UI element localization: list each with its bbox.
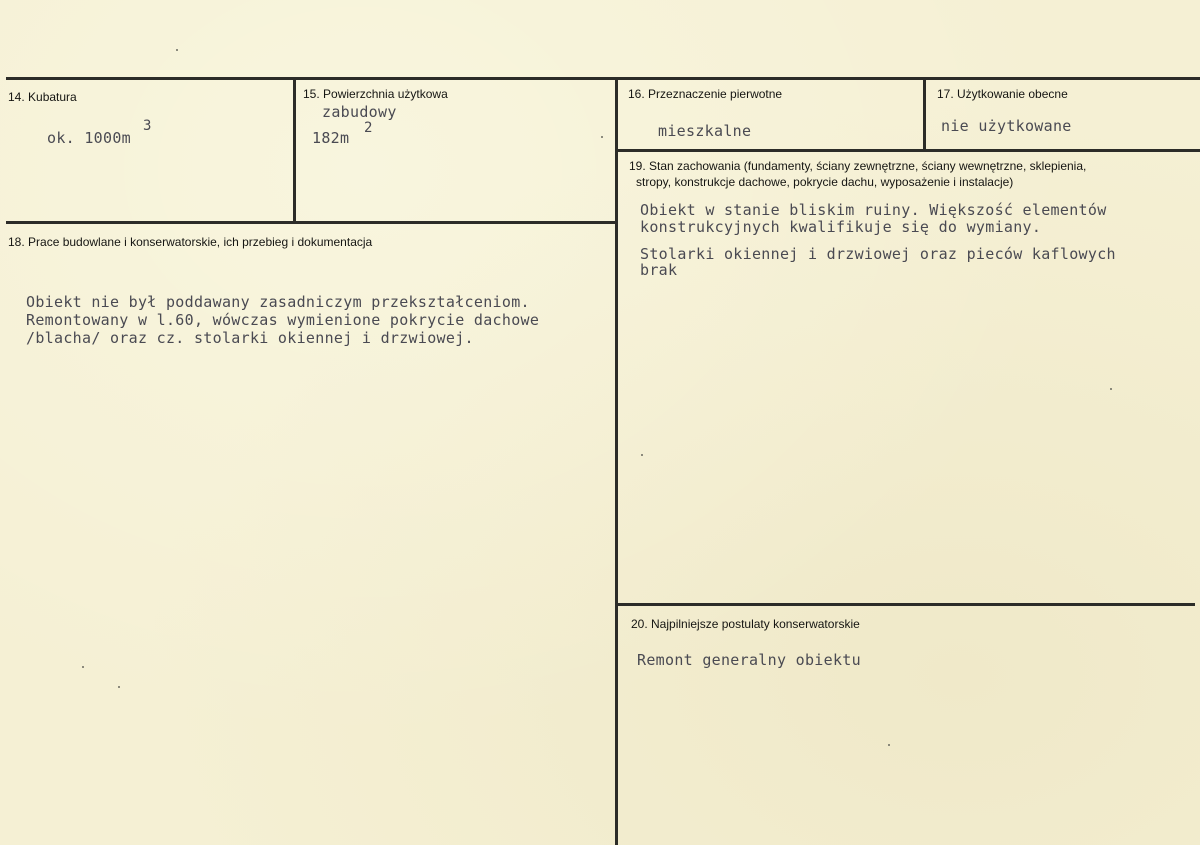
divider-16-17 [923,78,926,151]
kubatura-label: 14. Kubatura [8,90,77,104]
top-rule [6,77,1200,80]
rule-under-14-15 [6,221,616,224]
paper-speck [601,136,603,138]
uzytkowanie-label: 17. Użytkowanie obecne [937,87,1068,101]
kubatura-value-exponent: 3 [143,118,152,134]
kubatura-value: ok. 1000m [47,129,131,147]
powierzchnia-value: 182m [312,129,350,147]
rule-under-16-17 [617,149,1200,152]
paper-speck [641,454,643,456]
paper-speck [1110,388,1112,390]
paper-speck [118,686,120,688]
prace-line-3: /blacha/ oraz cz. stolarki okiennej i drzwiowej. [26,329,474,347]
prace-line-2: Remontowany w l.60, wówczas wymienione pokrycie dachowe [26,311,540,329]
divider-left-right [615,78,618,845]
powierzchnia-value-exponent: 2 [364,120,373,136]
stan-zachowania-line-1: Obiekt w stanie bliskim ruiny. Większość elementów [640,201,1107,219]
przeznaczenie-label: 16. Przeznaczenie pierwotne [628,87,783,101]
stan-zachowania-line-4: brak [640,261,678,279]
rule-above-20 [617,603,1195,606]
paper-speck [82,666,84,668]
przeznaczenie-value: mieszkalne [658,122,752,140]
stan-zachowania-line-3: Stolarki okiennej i drzwiowej oraz pieców kaflowych [640,245,1116,263]
postulaty-value: Remont generalny obiektu [637,651,861,669]
postulaty-label: 20. Najpilniejsze postulaty konserwatorskie [631,617,860,631]
prace-line-1: Obiekt nie był poddawany zasadniczym przekształceniom. [26,293,530,311]
paper-speck [176,49,178,51]
paper-speck [888,744,890,746]
stan-zachowania-label-line-2: stropy, konstrukcje dachowe, pokrycie dachu, wyposażenie i instalacje) [636,175,1014,189]
divider-14-15 [293,78,296,224]
stan-zachowania-label-line-1: 19. Stan zachowania (fundamenty, ściany zewnętrzne, ściany wewnętrzne, sklepienia, [629,159,1087,173]
powierzchnia-label: 15. Powierzchnia użytkowa [303,87,448,101]
uzytkowanie-value: nie użytkowane [941,117,1072,135]
prace-label: 18. Prace budowlane i konserwatorskie, ich przebieg i dokumentacja [8,235,373,249]
stan-zachowania-line-2: konstrukcyjnych kwalifikuje się do wymiany. [640,218,1042,236]
powierzchnia-type-value: zabudowy [322,103,397,121]
